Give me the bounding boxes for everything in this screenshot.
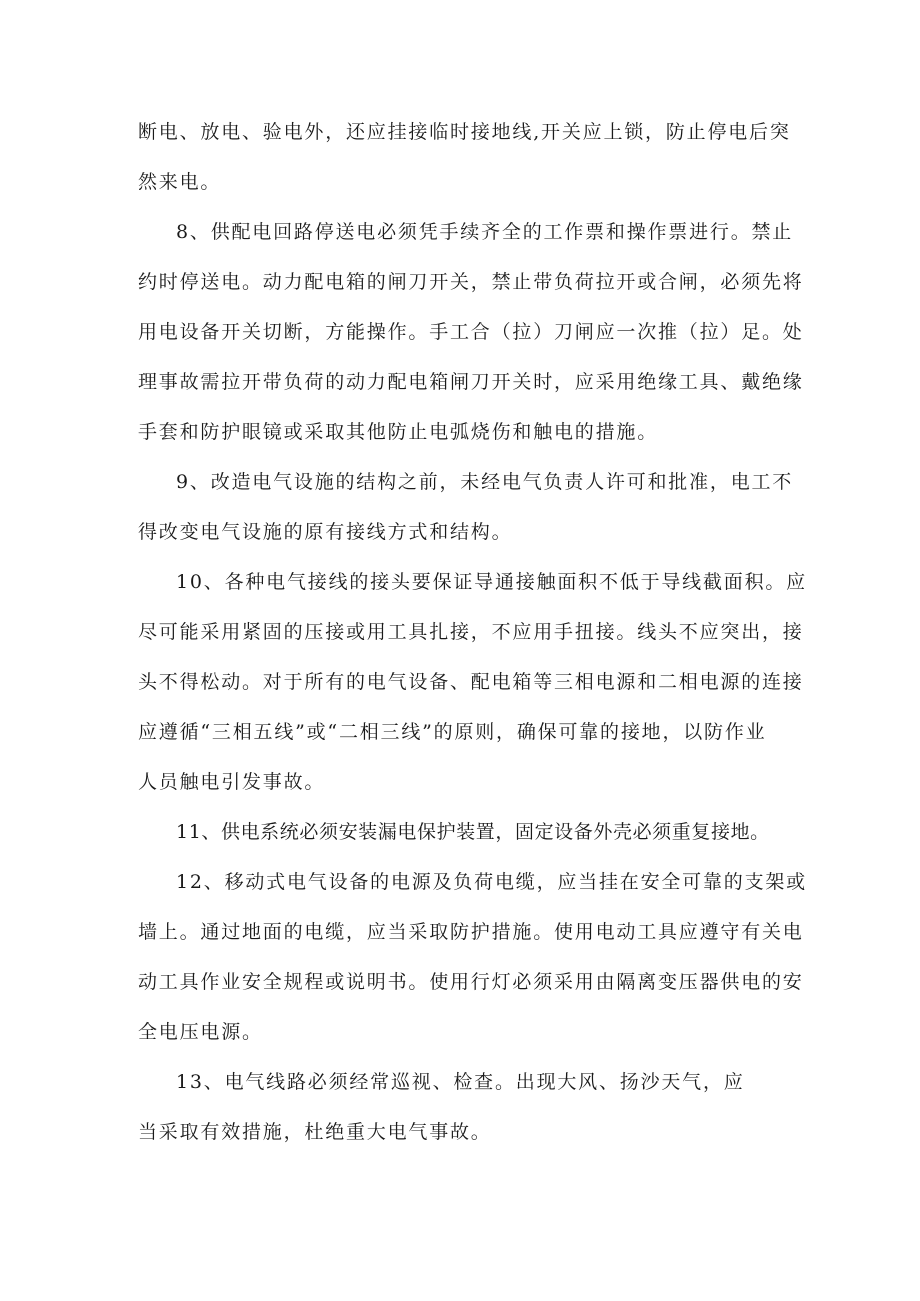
- p12-line-1: 12、移动式电气设备的电源及负荷电缆，应当挂在安全可靠的支架或: [176, 871, 807, 893]
- p13-line-2: 当采取有效措施，杜绝重大电气事故。: [138, 1121, 492, 1143]
- p12-line-3: 动工具作业安全规程或说明书。使用行灯必须采用由隔离变压器供电的安: [138, 971, 804, 993]
- p11-line-1: 11、供电系统必须安装漏电保护装置，固定设备外壳必须重复接地。: [176, 821, 770, 843]
- p8-line-4: 理事故需拉开带负荷的动力配电箱闸刀开关时，应采用绝缘工具、戴绝缘: [138, 371, 804, 393]
- p9-line-1: 9、改造电气设施的结构之前，未经电气负责人许可和批准，电工不: [176, 471, 794, 493]
- p12-line-4: 全电压电源。: [138, 1021, 263, 1043]
- p10-line-4: 应遵循“三相五线”或“二相三线”的原则，确保可靠的接地，以防作业: [138, 721, 767, 743]
- p10-line-5: 人员触电引发事故。: [138, 771, 326, 793]
- p8-line-3: 用电设备开关切断，方能操作。手工合（拉）刀闸应一次推（拉）足。处: [138, 321, 804, 343]
- p13-line-1: 13、电气线路必须经常巡视、检查。出现大风、扬沙天气，应: [176, 1071, 745, 1093]
- p8-line-1: 8、供配电回路停送电必须凭手续齐全的工作票和操作票进行。禁止: [176, 221, 794, 243]
- p9-line-2: 得改变电气设施的原有接线方式和结构。: [138, 521, 513, 543]
- p10-line-2: 尽可能采用紧固的压接或用工具扎接，不应用手扭接。线头不应突出，接: [138, 621, 804, 643]
- p10-line-3: 头不得松动。对于所有的电气设备、配电箱等三相电源和二相电源的连接: [138, 671, 804, 693]
- p8-line-2: 约时停送电。动力配电箱的闸刀开关，禁止带负荷拉开或合闸，必须先将: [138, 271, 804, 293]
- p7-line-1: 断电、放电、验电外，还应挂接临时接地线,开关应上锁，防止停电后突: [138, 121, 791, 143]
- p10-line-1: 10、各种电气接线的接头要保证导通接触面积不低于导线截面积。应: [176, 571, 807, 593]
- p7-line-2: 然来电。: [138, 171, 222, 193]
- p8-line-5: 手套和防护眼镜或采取其他防止电弧烧伤和触电的措施。: [138, 421, 659, 443]
- p12-line-2: 墙上。通过地面的电缆，应当采取防护措施。使用电动工具应遵守有关电: [138, 921, 804, 943]
